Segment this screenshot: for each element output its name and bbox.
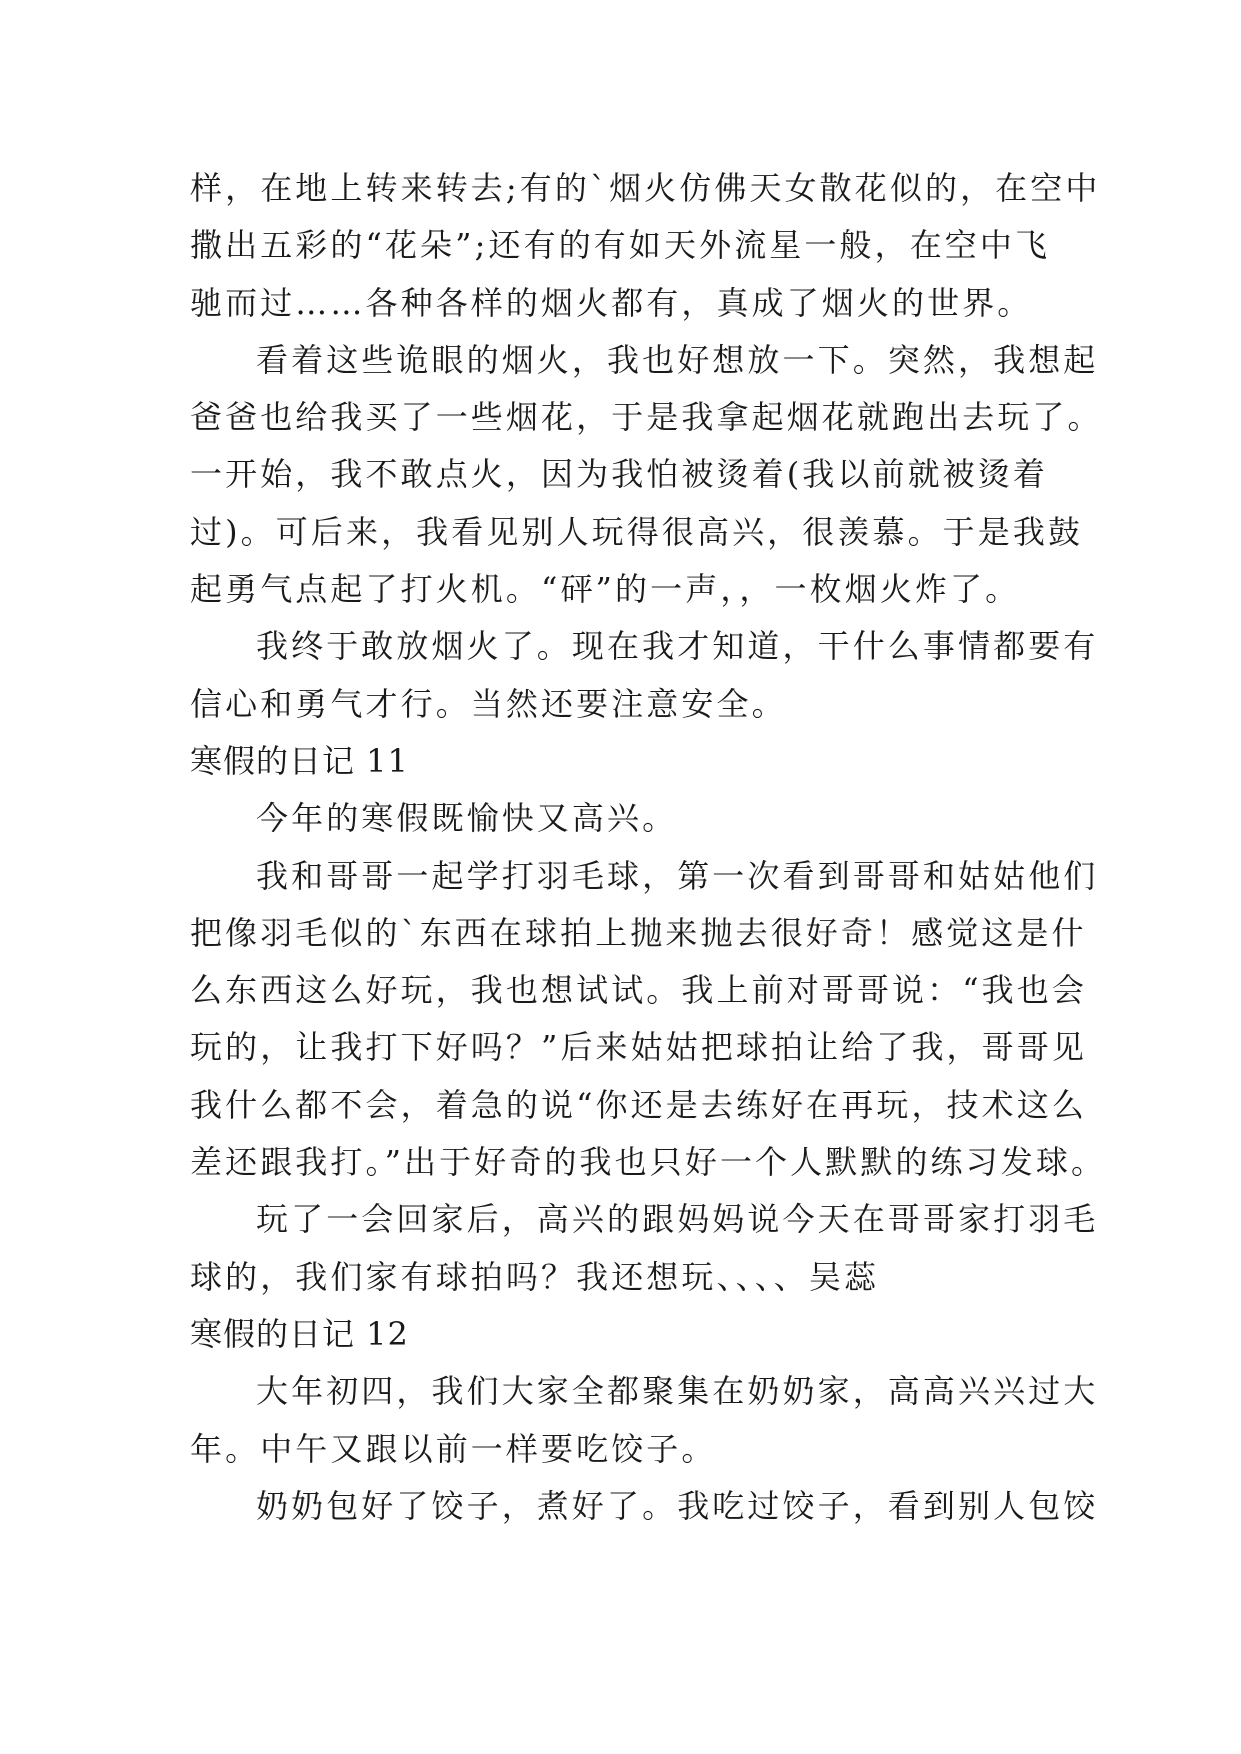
section-heading: 寒假的日记 12: [190, 1314, 409, 1353]
text-line: 我什么都不会，着急的说“你还是去练好在再玩，技术这么: [190, 1085, 1087, 1124]
text-line: 样，在地上转来转去;有的`烟火仿佛天女散花似的，在空中: [190, 169, 1101, 207]
paragraph-first-line: 玩了一会回家后，高兴的跟妈妈说今天在哥哥家打羽毛: [256, 1200, 1099, 1239]
document-body: [190, 160, 1107, 1535]
paragraph-first-line: 今年的寒假既愉快又高兴。: [256, 799, 678, 838]
paragraph-first-line: 我和哥哥一起学打羽毛球，第一次看到哥哥和姑姑他们: [256, 856, 1099, 895]
text-line: 年。中午又跟以前一样要吃饺子。: [190, 1429, 717, 1468]
paragraph-first-line: 看着这些诡眼的烟火，我也好想放一下。突然，我想起: [256, 340, 1099, 379]
text-line: 么东西这么好玩，我也想试试。我上前对哥哥说：“我也会: [190, 971, 1087, 1010]
text-line: 起勇气点起了打火机。“砰”的一声，，一枚烟火炸了。: [190, 570, 1021, 609]
text-line: 玩的，让我打下好吗？”后来姑姑把球拍让给了我，哥哥见: [190, 1028, 1087, 1067]
text-line: 一开始，我不敢点火，因为我怕被烫着(我以前就被烫着: [190, 455, 1048, 494]
section-heading: 寒假的日记 11: [190, 741, 409, 780]
paragraph-first-line: 大年初四，我们大家全都聚集在奶奶家，高高兴兴过大: [256, 1372, 1099, 1411]
text-line: 爸爸也给我买了一些烟花，于是我拿起烟花就跑出去玩了。: [190, 398, 1103, 437]
text-line: 把像羽毛似的`东西在球拍上抛来抛去很好奇！感觉这是什: [190, 913, 1087, 952]
text-line: 球的，我们家有球拍吗？我还想玩、、、、吴蕊: [190, 1257, 880, 1296]
text-line: 信心和勇气才行。当然还要注意安全。: [190, 684, 787, 723]
text-line: 撒出五彩的“花朵”;还有的有如天外流星一般，在空中飞: [190, 226, 1051, 265]
text-line: 过)。可后来，我看见别人玩得很高兴，很羡慕。于是我鼓: [190, 512, 1084, 551]
text-line: 驰而过……各种各样的烟火都有，真成了烟火的世界。: [190, 283, 1033, 322]
paragraph-first-line: 我终于敢放烟火了。现在我才知道，干什么事情都要有: [256, 627, 1099, 666]
paragraph-first-line: 奶奶包好了饺子，煮好了。我吃过饺子，看到别人包饺: [256, 1486, 1099, 1525]
text-line: 差还跟我打。”出于好奇的我也只好一个人默默的练习发球。: [190, 1143, 1107, 1182]
